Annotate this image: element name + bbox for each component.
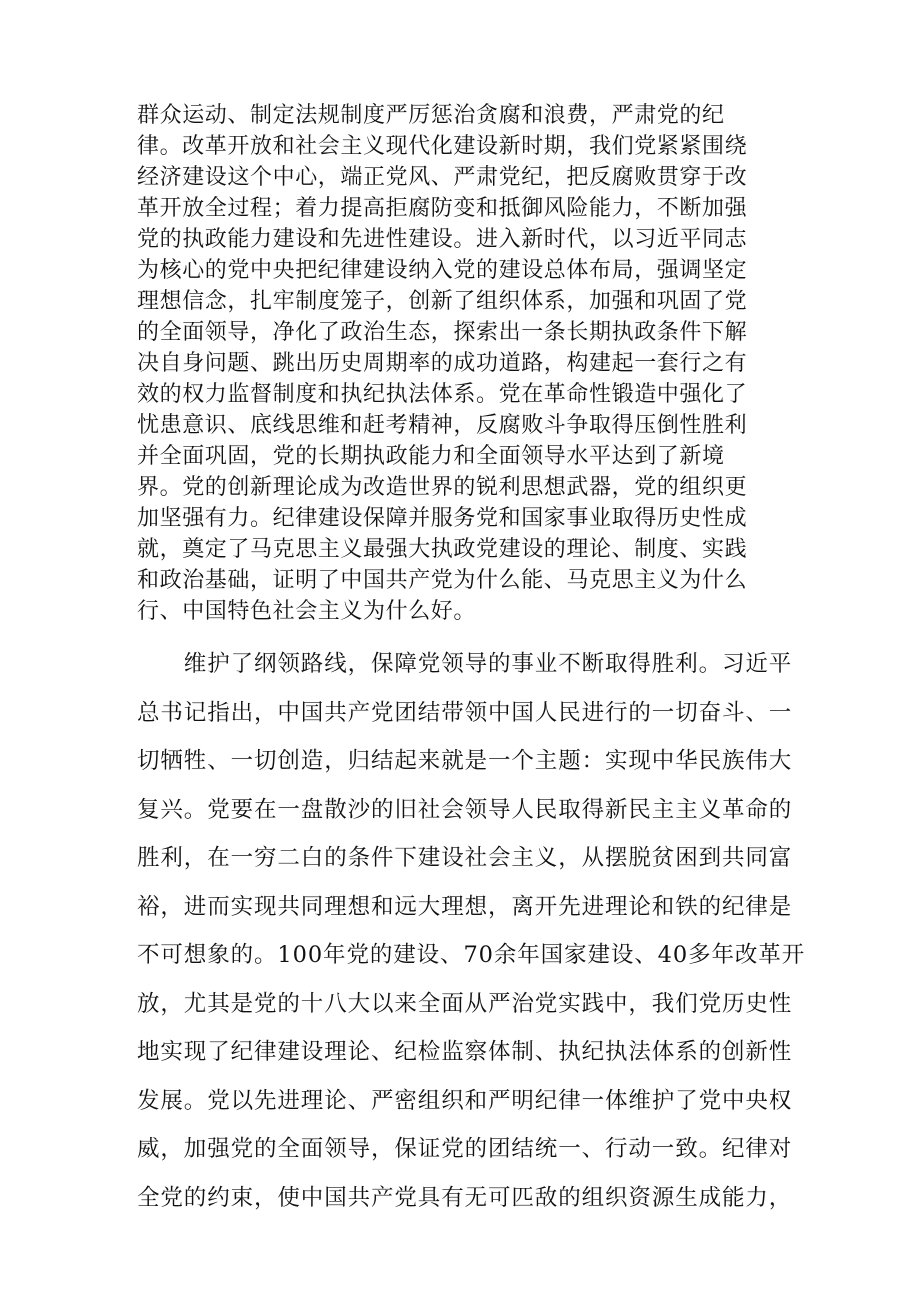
paragraph-line: 律。改革开放和社会主义现代化建设新时期，我们党紧紧围绕 [137,134,748,159]
paragraph-line: 全党的约束，使中国共产党具有无可匹敌的组织资源生成能力， [137,1184,793,1211]
paragraph-line: 维护了纲领路线，保障党领导的事业不断取得胜利。习近平 [137,651,793,677]
paragraph-line: 群众运动、制定法规制度严厉惩治贪腐和浪费，严肃党的纪 [137,103,725,128]
paragraph-line: 裕，进而实现共同理想和远大理想，离开先进理论和铁的纪律是 [137,893,793,920]
paragraph-line: 发展。党以先进理论、严密组织和严明纪律一体维护了党中央权 [137,1087,793,1114]
paragraph-line: 理想信念，扎牢制度笼子，创新了组织体系，加强和巩固了党 [137,289,748,314]
paragraph-line: 不可想象的。100年党的建设、70余年国家建设、40多年改革开 [137,942,806,968]
paragraph-line: 复兴。党要在一盘散沙的旧社会领导人民取得新民主主义革命的 [137,796,793,823]
paragraph-line: 地实现了纪律建设理论、纪检监察体制、执纪执法体系的创新性 [137,1039,793,1065]
paragraph-line: 党的执政能力建设和先进性建设。进入新时代，以习近平同志 [137,227,748,252]
paragraph-line: 加坚强有力。纪律建设保障并服务党和国家事业取得历史性成 [137,506,748,531]
paragraph-line: 忧患意识、底线思维和赶考精神，反腐败斗争取得压倒性胜利 [137,413,748,438]
paragraph-line: 总书记指出，中国共产党团结带领中国人民进行的一切奋斗、一 [137,699,793,726]
paragraph-line: 并全面巩固，党的长期执政能力和全面领导水平达到了新境 [137,444,725,469]
paragraph-line: 界。党的创新理论成为改造世界的锐利思想武器，党的组织更 [137,475,748,500]
paragraph-line: 行、中国特色社会主义为什么好。 [137,599,477,624]
paragraph-line: 决自身问题、跳出历史周期率的成功道路，构建起一套行之有 [137,351,748,376]
paragraph-line: 经济建设这个中心，端正党风、严肃党纪，把反腐败贯穿于改 [137,165,748,190]
paragraph-line: 放，尤其是党的十八大以来全面从严治党实践中，我们党历史性 [137,990,793,1017]
paragraph-line: 革开放全过程；着力提高拒腐防变和抵御风险能力，不断加强 [137,196,748,221]
paragraph-line: 和政治基础，证明了中国共产党为什么能、马克思主义为什么 [137,568,748,593]
paragraph-discipline-history [137,100,787,627]
paragraph-line: 胜利，在一穷二白的条件下建设社会主义，从摆脱贫困到共同富 [137,845,793,871]
paragraph-line: 效的权力监督制度和执纪执法体系。党在革命性锻造中强化了 [137,382,748,407]
paragraph-line: 就，奠定了马克思主义最强大执政党建设的理论、制度、实践 [137,537,748,562]
paragraph-line: 切牺牲、一切创造，归结起来就是一个主题：实现中华民族伟大 [137,748,793,774]
paragraph-line: 为核心的党中央把纪律建设纳入党的建设总体布局，强调坚定 [137,258,748,283]
paragraph-line: 的全面领导，净化了政治生态，探索出一条长期执政条件下解 [137,320,748,345]
paragraph-line: 威，加强党的全面领导，保证党的团结统一、行动一致。纪律对 [137,1136,793,1162]
paragraph-program-line [137,640,806,1222]
